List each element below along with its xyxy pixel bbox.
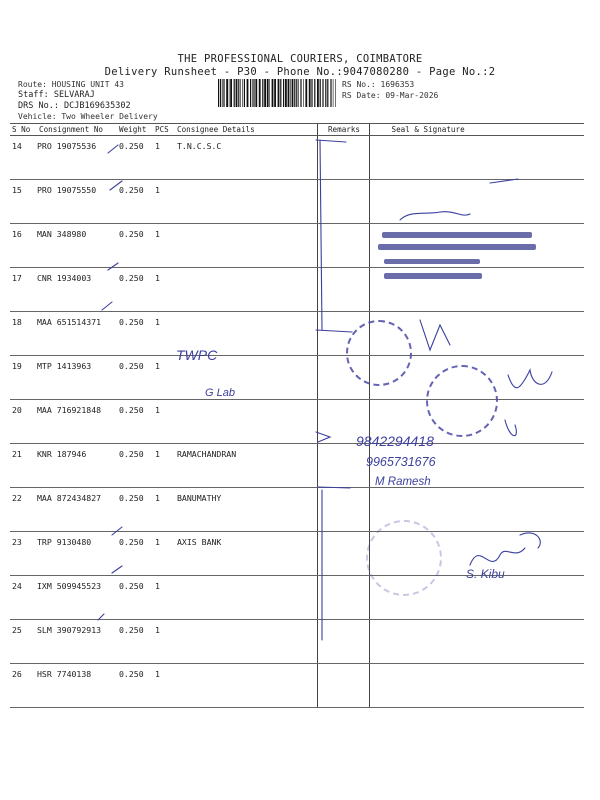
- row-weight: 0.250: [117, 356, 153, 400]
- row-remarks: [317, 664, 369, 708]
- row-pcs: 1: [153, 532, 175, 576]
- row-consignee: [175, 356, 317, 400]
- table-row: [10, 268, 584, 312]
- row-sno: 25: [10, 620, 37, 664]
- barcode-bar: [252, 79, 253, 107]
- table-row: [10, 356, 584, 400]
- barcode-bar: [314, 79, 315, 107]
- barcode-bar: [285, 79, 287, 107]
- row-weight: 0.250: [117, 224, 153, 268]
- barcode-bar: [325, 79, 326, 107]
- vehicle-label: Vehicle: Two Wheeler Delivery: [18, 112, 158, 121]
- row-seal: [369, 444, 584, 488]
- row-pcs: 1: [153, 576, 175, 620]
- row-consignment-no: IXM 509945523: [37, 576, 117, 620]
- row-weight: 0.250: [117, 444, 153, 488]
- row-consignment-no: KNR 187946: [37, 444, 117, 488]
- table-row: [10, 576, 584, 620]
- handwriting-signature-24: S. Kibu: [466, 567, 505, 581]
- barcode-bar: [300, 79, 301, 107]
- row-consignment-no: MTP 1413963: [37, 356, 117, 400]
- row-consignment-no: MAA 651514371: [37, 312, 117, 356]
- row-pcs: 1: [153, 664, 175, 708]
- row-pcs: 1: [153, 224, 175, 268]
- barcode-bar: [247, 79, 249, 107]
- row-weight: 0.250: [117, 136, 153, 180]
- rs-date: RS Date: 09-Mar-2026: [342, 91, 439, 100]
- row-pcs: 1: [153, 180, 175, 224]
- row-sno: 14: [10, 136, 37, 180]
- barcode-bar: [269, 79, 270, 107]
- handwriting-name: M Ramesh: [375, 476, 431, 488]
- row-pcs: 1: [153, 268, 175, 312]
- col-header-remarks: Remarks: [317, 124, 369, 136]
- row-consignee: [175, 180, 317, 224]
- row-weight: 0.250: [117, 576, 153, 620]
- table-row: [10, 180, 584, 224]
- row-consignee: T.N.C.S.C: [175, 136, 317, 180]
- route-label: Route: HOUSING UNIT 43: [18, 80, 124, 89]
- row-consignment-no: HSR 7740138: [37, 664, 117, 708]
- table-row: [10, 444, 584, 488]
- row-consignment-no: SLM 390792913: [37, 620, 117, 664]
- row-consignee: [175, 312, 317, 356]
- barcode-bar: [309, 79, 311, 107]
- barcode-bar: [253, 79, 254, 107]
- col-header-sno: S No: [10, 124, 37, 136]
- table-row: [10, 488, 584, 532]
- rs-number: RS No.: 1696353: [342, 80, 415, 89]
- table-row: [10, 136, 584, 180]
- round-seal-stamp: [366, 520, 442, 596]
- row-consignment-no: TRP 9130480: [37, 532, 117, 576]
- row-consignee: BANUMATHY: [175, 488, 317, 532]
- row-remarks: [317, 268, 369, 312]
- row-consignee: [175, 224, 317, 268]
- barcode-bar: [229, 79, 230, 107]
- barcode-bar: [283, 79, 284, 107]
- col-header-consignment: Consignment No: [37, 124, 117, 136]
- table-row: [10, 312, 584, 356]
- row-weight: 0.250: [117, 312, 153, 356]
- barcode-bar: [240, 79, 241, 107]
- barcode-bar: [311, 79, 312, 107]
- row-sno: 15: [10, 180, 37, 224]
- row-weight: 0.250: [117, 268, 153, 312]
- row-remarks: [317, 136, 369, 180]
- row-sno: 19: [10, 356, 37, 400]
- runsheet-table: [10, 123, 584, 708]
- barcode-bar: [250, 79, 251, 107]
- row-sno: 26: [10, 664, 37, 708]
- row-remarks: [317, 224, 369, 268]
- row-remarks: [317, 180, 369, 224]
- row-pcs: 1: [153, 488, 175, 532]
- row-consignment-no: MAA 716921848: [37, 400, 117, 444]
- barcode-bar: [333, 79, 334, 107]
- barcode-bar: [296, 79, 297, 107]
- handwriting-phone-1: 9842294418: [356, 433, 434, 449]
- table-row: [10, 224, 584, 268]
- row-consignment-no: CNR 1934003: [37, 268, 117, 312]
- row-weight: 0.250: [117, 664, 153, 708]
- barcode-bar: [330, 79, 331, 107]
- row-consignment-no: MAN 348980: [37, 224, 117, 268]
- row-pcs: 1: [153, 444, 175, 488]
- barcode-bar: [290, 79, 291, 107]
- row-pcs: 1: [153, 356, 175, 400]
- row-weight: 0.250: [117, 488, 153, 532]
- barcode-bar: [278, 79, 280, 107]
- barcode-bar: [267, 79, 269, 107]
- barcode-bar: [320, 79, 321, 107]
- row-seal: [369, 268, 584, 312]
- row-pcs: 1: [153, 136, 175, 180]
- table-row: [10, 664, 584, 708]
- barcode-bar: [280, 79, 281, 107]
- handwriting-twpc: TWPC: [176, 347, 218, 363]
- row-consignee: [175, 664, 317, 708]
- runsheet-title: THE PROFESSIONAL COURIERS, COIMBATORE: [177, 53, 423, 65]
- row-consignment-no: PRO 19075536: [37, 136, 117, 180]
- row-sno: 17: [10, 268, 37, 312]
- row-sno: 16: [10, 224, 37, 268]
- row-seal: [369, 620, 584, 664]
- row-weight: 0.250: [117, 532, 153, 576]
- row-weight: 0.250: [117, 400, 153, 444]
- row-consignee: [175, 620, 317, 664]
- row-consignee: [175, 268, 317, 312]
- row-sno: 20: [10, 400, 37, 444]
- barcode-bar: [259, 79, 261, 107]
- handwriting-lab: G Lab: [205, 387, 235, 399]
- row-remarks: [317, 488, 369, 532]
- barcode-bar: [335, 79, 336, 107]
- barcode-bar: [226, 79, 228, 107]
- barcode-bar: [322, 79, 323, 107]
- row-sno: 24: [10, 576, 37, 620]
- staff-label: Staff: SELVARAJ: [18, 90, 95, 100]
- row-remarks: [317, 400, 369, 444]
- row-consignee: AXIS BANK: [175, 532, 317, 576]
- row-remarks: [317, 620, 369, 664]
- barcode-bar: [220, 79, 221, 107]
- barcode-bar: [255, 79, 257, 107]
- row-consignment-no: PRO 19075550: [37, 180, 117, 224]
- col-header-seal: Seal & Signature: [369, 124, 584, 136]
- handwriting-phone-2: 9965731676: [366, 455, 436, 469]
- drs-number: DRS No.: DCJB169635302: [18, 101, 131, 111]
- round-seal-stamp: [426, 365, 498, 437]
- runsheet-subtitle: Delivery Runsheet - P30 - Phone No.:9047080280 - Page No.:2: [104, 66, 496, 78]
- barcode-bar: [288, 79, 290, 107]
- row-remarks: [317, 576, 369, 620]
- row-consignee: [175, 400, 317, 444]
- barcode-bar: [305, 79, 307, 107]
- table-header-row: [10, 124, 584, 136]
- row-weight: 0.250: [117, 620, 153, 664]
- barcode-bar: [238, 79, 239, 107]
- row-weight: 0.250: [117, 180, 153, 224]
- row-consignee: RAMACHANDRAN: [175, 444, 317, 488]
- barcode-bar: [298, 79, 299, 107]
- row-pcs: 1: [153, 620, 175, 664]
- barcode-bar: [222, 79, 223, 107]
- barcode: [218, 79, 336, 107]
- row-pcs: 1: [153, 400, 175, 444]
- barcode-bar: [230, 79, 232, 107]
- barcode-bar: [236, 79, 238, 107]
- row-seal: [369, 180, 584, 224]
- barcode-bar: [327, 79, 328, 107]
- table-row: [10, 620, 584, 664]
- col-header-weight: Weight: [117, 124, 153, 136]
- row-consignment-no: MAA 872434827: [37, 488, 117, 532]
- col-header-consignee: Consignee Details: [175, 124, 317, 136]
- row-seal: [369, 664, 584, 708]
- barcode-bar: [262, 79, 263, 107]
- col-header-pcs: PCS: [153, 124, 175, 136]
- barcode-bar: [234, 79, 235, 107]
- row-remarks: [317, 444, 369, 488]
- row-seal: [369, 224, 584, 268]
- barcode-bar: [274, 79, 276, 107]
- barcode-bar: [218, 79, 219, 107]
- barcode-bar: [303, 79, 304, 107]
- row-consignee: [175, 576, 317, 620]
- row-sno: 21: [10, 444, 37, 488]
- barcode-bar: [294, 79, 295, 107]
- table-row: [10, 532, 584, 576]
- barcode-bar: [292, 79, 294, 107]
- barcode-bar: [331, 79, 332, 107]
- barcode-bar: [317, 79, 319, 107]
- barcode-bar: [223, 79, 224, 107]
- barcode-bar: [272, 79, 274, 107]
- barcode-bar: [242, 79, 243, 107]
- row-sno: 23: [10, 532, 37, 576]
- row-pcs: 1: [153, 312, 175, 356]
- table-row: [10, 400, 584, 444]
- row-sno: 18: [10, 312, 37, 356]
- barcode-bar: [264, 79, 266, 107]
- row-remarks: [317, 532, 369, 576]
- round-seal-stamp: [346, 320, 412, 386]
- row-sno: 22: [10, 488, 37, 532]
- barcode-bar: [244, 79, 245, 107]
- row-seal: [369, 136, 584, 180]
